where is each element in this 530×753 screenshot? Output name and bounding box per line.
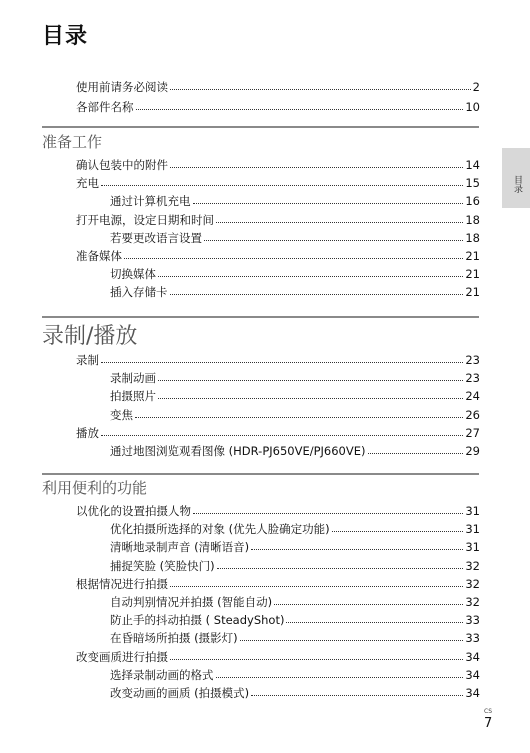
dot-leader <box>193 193 464 204</box>
toc-subentry[interactable] <box>110 558 480 574</box>
dot-leader <box>170 157 463 168</box>
dot-leader <box>251 685 463 696</box>
toc-entry-page: 10 <box>465 100 480 114</box>
dot-leader <box>217 558 464 569</box>
dot-leader <box>368 443 464 454</box>
toc-subentry[interactable] <box>110 685 480 701</box>
section-divider <box>42 473 479 475</box>
toc-entry-page: 27 <box>465 426 480 440</box>
toc-entry-page: 16 <box>465 194 480 208</box>
dot-leader <box>204 230 463 241</box>
toc-entry-page: 32 <box>465 595 480 609</box>
toc-entry-label: 充电 <box>76 176 99 190</box>
toc-entry[interactable] <box>76 157 480 173</box>
toc-entry-page: 32 <box>465 559 480 573</box>
toc-entry-label: 拍摄照片 <box>110 389 156 403</box>
toc-entry[interactable] <box>76 425 480 441</box>
toc-entry-label: 清晰地录制声音 (清晰语音) <box>110 540 250 554</box>
toc-entry-label: 播放 <box>76 426 99 440</box>
toc-entry-page: 34 <box>465 686 480 700</box>
toc-entry-label: 录制动画 <box>110 371 156 385</box>
section-divider <box>42 316 479 318</box>
toc-entry-page: 15 <box>465 176 480 190</box>
toc-entry-page: 34 <box>465 650 480 664</box>
toc-entry-label: 优化拍摄所选择的对象 (优先人脸确定功能) <box>110 522 330 536</box>
toc-subentry[interactable] <box>110 443 480 459</box>
toc-entry-label: 在昏暗场所拍摄 (摄影灯) <box>110 631 238 645</box>
toc-entry-page: 21 <box>465 267 480 281</box>
toc-subentry[interactable] <box>110 612 480 628</box>
toc-entry-label: 若要更改语言设置 <box>110 231 202 245</box>
toc-entry-page: 29 <box>465 444 480 458</box>
dot-leader <box>101 352 463 363</box>
dot-leader <box>158 388 463 399</box>
toc-entry-page: 18 <box>465 213 480 227</box>
dot-leader <box>240 630 464 641</box>
toc-entry-page: 14 <box>465 158 480 172</box>
dot-leader <box>286 612 463 623</box>
toc-subentry[interactable] <box>110 667 480 683</box>
dot-leader <box>332 521 464 532</box>
dot-leader <box>193 503 463 514</box>
toc-entry-page: 31 <box>465 540 480 554</box>
toc-entry-label: 准备媒体 <box>76 249 122 263</box>
dot-leader <box>136 99 464 110</box>
toc-entry[interactable] <box>76 576 480 592</box>
toc-entry-page: 32 <box>465 577 480 591</box>
toc-entry-page: 33 <box>465 613 480 627</box>
toc-entry-label: 确认包装中的附件 <box>76 158 168 172</box>
toc-entry[interactable] <box>76 175 480 191</box>
toc-entry[interactable] <box>76 352 480 368</box>
toc-entry-page: 18 <box>465 231 480 245</box>
dot-leader <box>216 667 464 678</box>
side-tab-label: 目录 <box>512 175 522 193</box>
toc-entry-label: 变焦 <box>110 408 133 422</box>
toc-entry-page: 2 <box>472 80 480 94</box>
dot-leader <box>135 407 463 418</box>
dot-leader <box>170 79 471 90</box>
toc-subentry[interactable] <box>110 388 480 404</box>
toc-entry-label: 通过计算机充电 <box>110 194 191 208</box>
toc-entry-page: 34 <box>465 668 480 682</box>
toc-entry-label: 改变画质进行拍摄 <box>76 650 168 664</box>
toc-entry-page: 21 <box>465 249 480 263</box>
dot-leader <box>124 248 463 259</box>
toc-subentry[interactable] <box>110 521 480 537</box>
toc-subentry[interactable] <box>110 539 480 555</box>
toc-subentry[interactable] <box>110 230 480 246</box>
dot-leader <box>170 576 463 587</box>
dot-leader <box>158 266 463 277</box>
dot-leader <box>170 284 464 295</box>
toc-subentry[interactable] <box>110 266 480 282</box>
toc-subentry[interactable] <box>110 193 480 209</box>
toc-entry-page: 33 <box>465 631 480 645</box>
toc-entry[interactable] <box>76 248 480 264</box>
section-divider <box>42 126 479 128</box>
toc-entry-label: 自动判别情况并拍摄 (智能自动) <box>110 595 273 609</box>
page-language-code: CS <box>484 708 492 715</box>
toc-entry[interactable] <box>76 79 480 95</box>
toc-entry-page: 24 <box>465 389 480 403</box>
toc-subentry[interactable] <box>110 284 480 300</box>
toc-entry-label: 切换媒体 <box>110 267 156 281</box>
toc-entry-label: 录制 <box>76 353 99 367</box>
toc-entry-page: 23 <box>465 371 480 385</box>
section-title[interactable]: 准备工作 <box>42 133 103 151</box>
toc-entry-label: 防止手的抖动拍摄 ( SteadyShot) <box>110 613 285 627</box>
toc-entry-label: 打开电源，设定日期和时间 <box>76 213 214 227</box>
toc-subentry[interactable] <box>110 370 480 386</box>
dot-leader <box>216 212 463 223</box>
toc-entry-page: 21 <box>465 285 480 299</box>
page-title: 目录 <box>42 24 89 49</box>
dot-leader <box>170 649 463 660</box>
toc-entry[interactable] <box>76 503 480 519</box>
dot-leader <box>274 594 463 605</box>
toc-entry-label: 通过地图浏览观看图像 (HDR-PJ650VE/PJ660VE) <box>110 444 366 458</box>
page-number: 7 <box>484 716 493 731</box>
toc-entry-label: 以优化的设置拍摄人物 <box>76 504 191 518</box>
toc-entry-label: 改变动画的画质 (拍摄模式) <box>110 686 250 700</box>
toc-entry-label: 根据情况进行拍摄 <box>76 577 168 591</box>
toc-entry-page: 31 <box>465 504 480 518</box>
toc-entry-label: 捕捉笑脸 (笑脸快门) <box>110 559 215 573</box>
toc-entry-page: 31 <box>465 522 480 536</box>
toc-subentry[interactable] <box>110 594 480 610</box>
toc-entry[interactable] <box>76 212 480 228</box>
toc-subentry[interactable] <box>110 630 480 646</box>
section-title[interactable]: 利用便利的功能 <box>42 479 148 497</box>
toc-subentry[interactable] <box>110 407 480 423</box>
dot-leader <box>158 370 463 381</box>
toc-entry-label: 选择录制动画的格式 <box>110 668 214 682</box>
dot-leader <box>251 539 463 550</box>
dot-leader <box>101 425 463 436</box>
toc-entry[interactable] <box>76 99 480 115</box>
toc-entry-page: 26 <box>465 408 480 422</box>
toc-entry-label: 插入存储卡 <box>110 285 168 299</box>
toc-entry-page: 23 <box>465 353 480 367</box>
toc-entry-label: 使用前请务必阅读 <box>76 80 168 94</box>
dot-leader <box>101 175 463 186</box>
toc-entry-label: 各部件名称 <box>76 100 134 114</box>
section-title[interactable]: 录制/播放 <box>42 324 138 349</box>
toc-entry[interactable] <box>76 649 480 665</box>
